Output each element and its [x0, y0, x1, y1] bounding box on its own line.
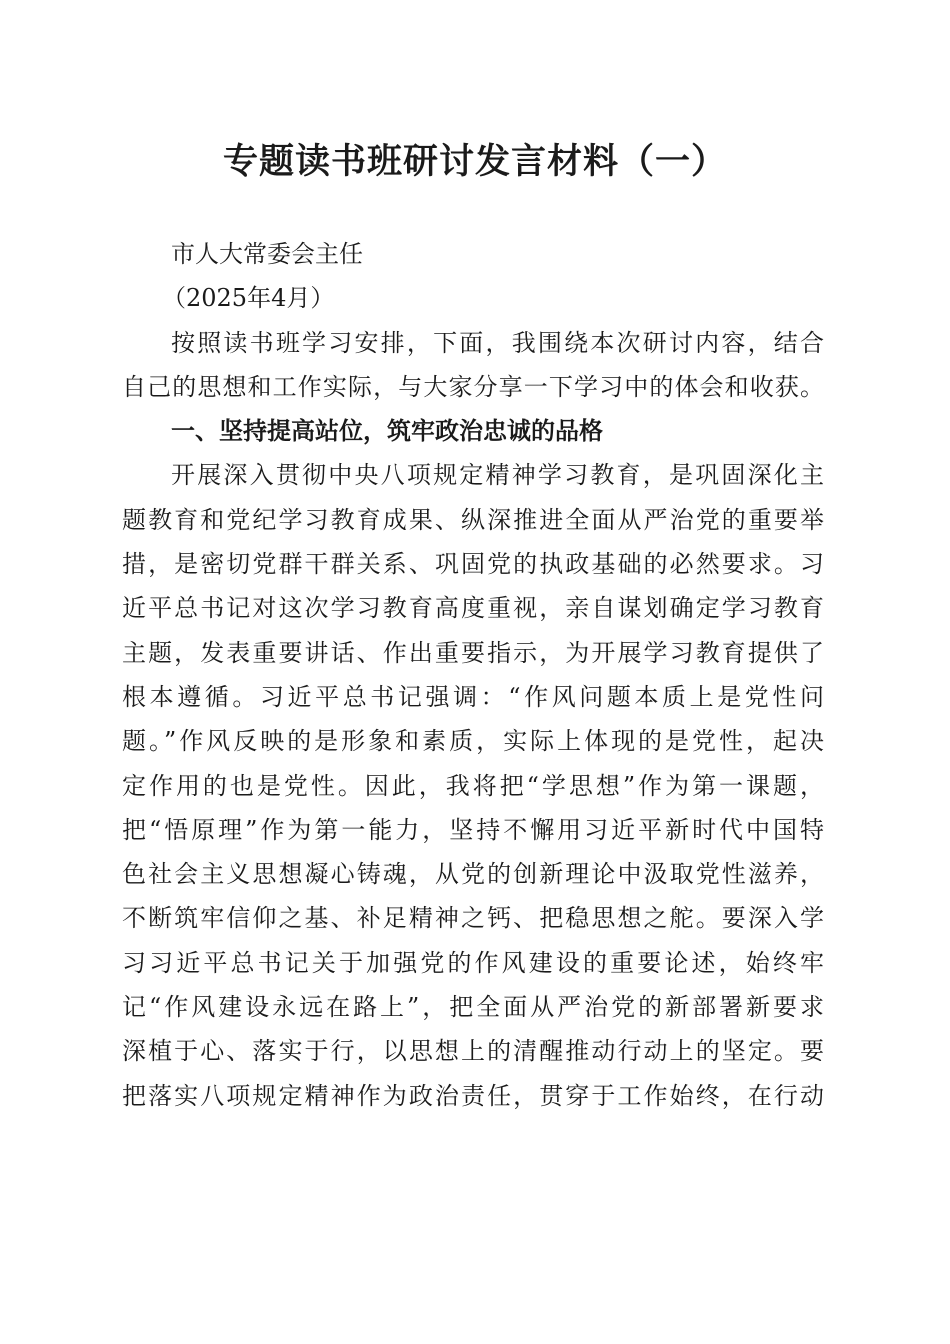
- intro-line-2: 自己的思想和工作实际，与大家分享一下学习中的体会和收获。: [122, 372, 824, 401]
- paragraph-line: 题。”作风反映的是形象和素质，实际上体现的是党性，起决: [122, 727, 824, 756]
- paragraph-line: 深植于心、落实于行，以思想上的清醒推动行动上的坚定。要: [122, 1037, 824, 1066]
- paragraph-line: 习习近平总书记关于加强党的作风建设的重要论述，始终牢: [122, 948, 824, 977]
- paragraph-line: 不断筑牢信仰之基、补足精神之钙、把稳思想之舵。要深入学: [122, 904, 824, 933]
- paragraph-line: 主题，发表重要讲话、作出重要指示，为开展学习教育提供了: [122, 638, 824, 667]
- paragraph-line: 根本遵循。习近平总书记强调：“作风问题本质上是党性问: [122, 682, 824, 711]
- paragraph-line: 记“作风建设永远在路上”，把全面从严治党的新部署新要求: [122, 993, 824, 1022]
- author-line: 市人大常委会主任: [171, 240, 363, 268]
- intro-line-1: 按照读书班学习安排，下面，我围绕本次研讨内容，结合: [171, 328, 824, 357]
- paragraph-line: 把落实八项规定精神作为政治责任，贯穿于工作始终，在行动: [122, 1081, 824, 1110]
- paragraph-line: 色社会主义思想凝心铸魂，从党的创新理论中汲取党性滋养，: [122, 860, 824, 889]
- section-heading-1: 一、坚持提高站位，筑牢政治忠诚的品格: [171, 416, 603, 446]
- paragraph-line: 把“悟原理”作为第一能力，坚持不懈用习近平新时代中国特: [122, 815, 824, 844]
- paragraph-line: 近平总书记对这次学习教育高度重视，亲自谋划确定学习教育: [122, 594, 824, 623]
- document-body: [122, 232, 824, 1118]
- document-title: 专题读书班研讨发言材料（一）: [222, 141, 727, 182]
- paragraph-line: 题教育和党纪学习教育成果、纵深推进全面从严治党的重要举: [122, 505, 824, 534]
- paragraph-line: 定作用的也是党性。因此，我将把“学思想”作为第一课题，: [122, 771, 824, 800]
- date-line: （2025年4月）: [162, 284, 335, 313]
- paragraph-line: 开展深入贯彻中央八项规定精神学习教育，是巩固深化主: [171, 461, 824, 490]
- paragraph-line: 措，是密切党群干群关系、巩固党的执政基础的必然要求。习: [122, 550, 824, 579]
